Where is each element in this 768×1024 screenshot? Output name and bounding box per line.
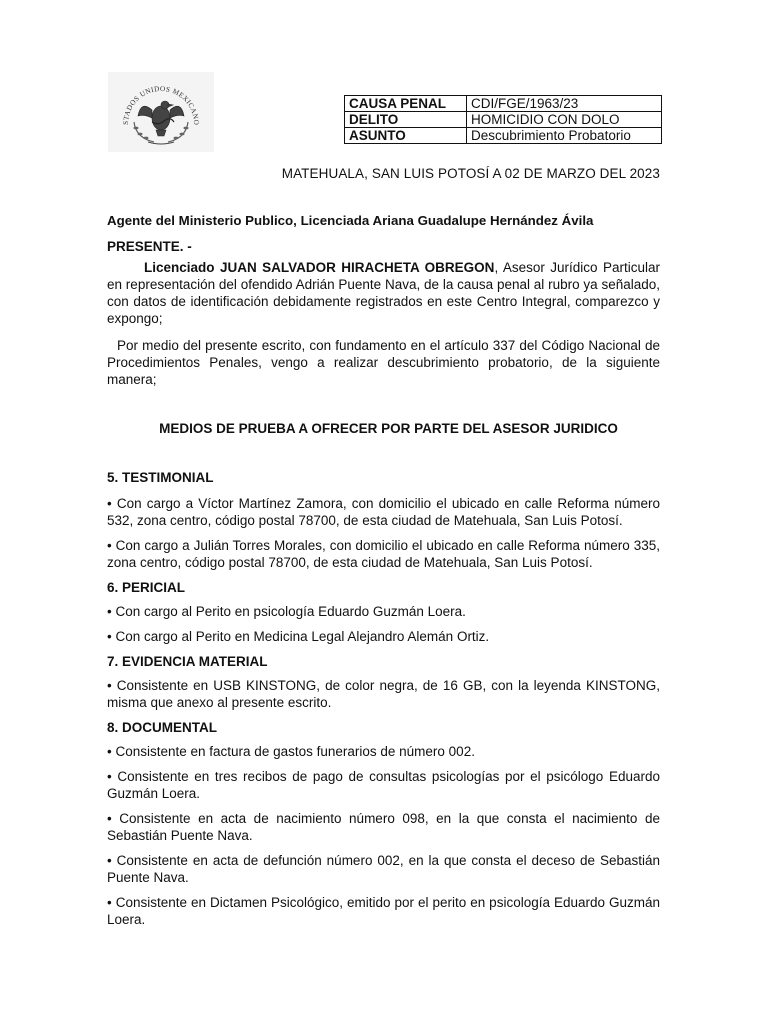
documental-heading: 8. DOCUMENTAL xyxy=(107,720,217,735)
svg-text:ESTADOS UNIDOS MEXICANOS: STADOS UNIDOS MEXICANO xyxy=(121,84,201,126)
list-item: • Con cargo al Perito en Medicina Legal Alejandro Alemán Ortiz. xyxy=(107,629,490,644)
intro-text: , Asesor Jurídico Particular en representación del ofendido Adrián Puente Nava, de la causa penal al rubro ya señalado, con datos de identificación debidamente registrados en este Centro Integral, comparezco y expongo; xyxy=(107,260,660,326)
list-item: • Consistente en tres recibos de pago de consultas psicologías por el psicólogo Eduardo Guzmán Loera. xyxy=(107,769,660,801)
list-item: • Consistente en factura de gastos funerarios de número 002. xyxy=(107,744,475,759)
pericial-heading: 6. PERICIAL xyxy=(107,580,186,595)
table-row xyxy=(345,128,662,144)
crime-label: DELITO xyxy=(345,112,467,128)
list-item: • Consistente en acta de defunción número 002, en la que consta el deceso de Sebastián Puente Nava. xyxy=(107,853,660,885)
subject-value: Descubrimiento Probatorio xyxy=(467,128,662,144)
lawyer-name: JUAN SALVADOR HIRACHETA OBREGON xyxy=(219,260,495,275)
evidencia-heading: 7. EVIDENCIA MATERIAL xyxy=(107,654,268,669)
list-item: • Consistente en USB KINSTONG, de color negra, de 16 GB, con la leyenda KINSTONG, misma que anexo al presente escrito. xyxy=(107,678,660,710)
dateline: MATEHUALA, SAN LUIS POTOSÍ A 02 DE MARZO DEL 2023 xyxy=(281,166,660,181)
evidence-section-title: MEDIOS DE PRUEBA A OFRECER POR PARTE DEL ASESOR JURIDICO xyxy=(159,421,618,436)
list-item: • Con cargo al Perito en psicología Eduardo Guzmán Loera. xyxy=(107,604,466,619)
list-item: • Consistente en acta de nacimiento número 098, en la que consta el nacimiento de Sebastián Puente Nava. xyxy=(107,811,660,843)
basis-paragraph: Por medio del presente escrito, con fundamento en el artículo 337 del Código Nacional de Procedimientos Penales, vengo a realizar descubrimiento probatorio, de la siguiente manera; xyxy=(107,338,660,387)
table-row xyxy=(345,96,662,112)
presente-heading: PRESENTE. - xyxy=(107,239,192,254)
list-item: • Con cargo a Víctor Martínez Zamora, con domicilio el ubicado en calle Reforma número 532, zona centro, código postal 78700, de esta ciudad de Matehuala, San Luis Potosí. xyxy=(107,496,660,528)
list-item: • Consistente en Dictamen Psicológico, emitido por el perito en psicología Eduardo Guzmán Loera. xyxy=(107,895,660,927)
coat-of-arms-seal xyxy=(108,72,214,152)
case-label: CAUSA PENAL xyxy=(345,96,467,112)
crime-value: HOMICIDIO CON DOLO xyxy=(467,112,662,128)
testimonial-heading: 5. TESTIMONIAL xyxy=(107,470,214,485)
intro-prefix: Licenciado xyxy=(144,260,215,275)
list-item: • Con cargo a Julián Torres Morales, con domicilio el ubicado en calle Reforma número 335, zona centro, código postal 78700, de esta ciudad de Matehuala, San Luis Potosí. xyxy=(107,538,660,570)
subject-label: ASUNTO xyxy=(345,128,467,144)
case-info-table xyxy=(344,95,662,144)
intro-paragraph xyxy=(107,259,660,327)
addressee: Agente del Ministerio Publico, Licenciada Ariana Guadalupe Hernández Ávila xyxy=(107,213,594,228)
table-row xyxy=(345,112,662,128)
document-body xyxy=(107,212,660,936)
case-value: CDI/FGE/1963/23 xyxy=(467,96,662,112)
